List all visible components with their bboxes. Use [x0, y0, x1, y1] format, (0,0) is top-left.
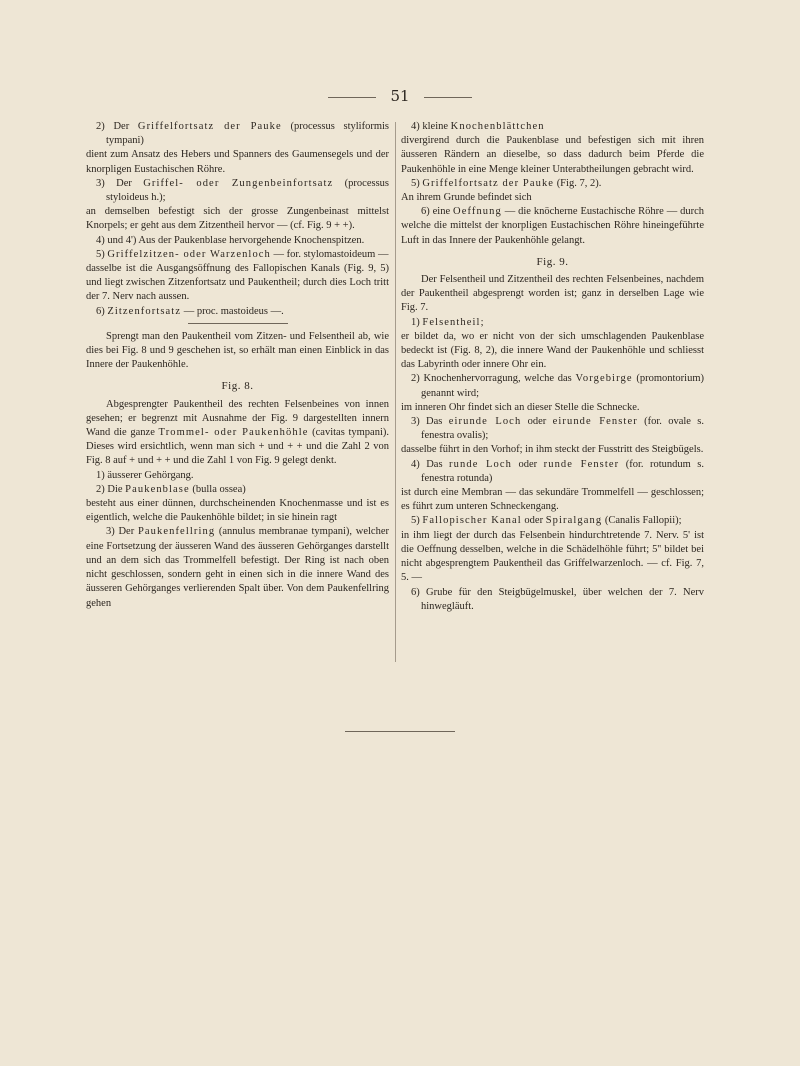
fig-9-heading: Fig. 9. — [536, 255, 569, 268]
fig-8-item-6: 6) eine Oeffnung — die knöcherne Eustachische Röhre — durch welche die mittelst der knorpligen Eustachischen Röhre hineingeführte Luft in das Innere der Paukenhöhle gelangt. — [401, 206, 704, 246]
column-separator — [395, 122, 396, 662]
fig-8-item-1: 1) äusserer Gehörgang. — [96, 469, 194, 481]
fig-8-heading: Fig. 8. — [221, 380, 254, 393]
page-number-header — [0, 86, 800, 106]
header-rule-left — [328, 97, 376, 98]
fig-8-item-5-heading: 5) Griffelfortsatz der Pauke (Fig. 7, 2). — [411, 177, 602, 189]
fig-9-item-1-body: er bildet da, wo er nicht von der sich umschlagenden Paukenblase bedeckt ist (Fig. 8, 2), die innere Wand der Paukenhöhle und schliesst das Labyrinth oder innere Ohr ein. — [401, 330, 704, 371]
item-3-heading: 3) Der Griffel- oder Zungenbeinfortsatz (processus styloideus h.); — [96, 177, 389, 204]
fig-9-item-3-body: dasselbe führt in den Vorhof; in ihm steckt der Fusstritt des Steigbügels. — [401, 444, 704, 456]
fig-8-item-5-body: An ihrem Grunde befindet sich — [401, 192, 532, 204]
fig-9-item-4-body: ist durch eine Membran — das sekundäre Trommelfell — geschlossen; es führt zum unteren Schneckengang. — [401, 487, 704, 513]
fig-8-description: Abgesprengter Paukentheil des rechten Felsenbeines von innen gesehen; er begrenzt mit Ausnahme der Fig. 9 dargestellten innern Wand die ganze Trommel- oder Paukenhöhle (cavitas tympani). Dieses wird ersichtlich, wenn man sich + und + + und die Zahl 2 von Fig. 8 auf + und + + und die Zahl 1 von Fig. 9 gelegt denkt. — [86, 398, 389, 467]
fig-8-item-2-heading: 2) Die Paukenblase (bulla ossea) — [96, 483, 246, 495]
intro-paragraph: Sprengt man den Paukentheil vom Zitzen- und Felsentheil ab, wie dies bei Fig. 8 und 9 geschehen ist, so erhält man einen Einblick in das Innere der Paukenhöhle. — [86, 330, 389, 371]
fig-9-item-6: 6) Grube für den Steigbügelmuskel, über welchen der 7. Nerv hinwegläuft. — [411, 586, 704, 612]
item-3-body: an demselben befestigt sich der grosse Zungenbeinast mittelst Knorpels; er geht aus dem Zitzentheil hervor — (cf. Fig. 9 + +). — [86, 206, 389, 232]
fig-9-description: Der Felsentheil und Zitzentheil des rechten Felsenbeines, nachdem der Paukentheil abgesprengt worden ist; ganz in derselben Lage wie Fig. 7. — [401, 274, 704, 314]
fig-9-item-5-body: in ihm liegt der durch das Felsenbein hindurchtretende 7. Nerv. 5' ist die Oeffnung desselben, welche in die Schädelhöhle führt; 5'' bildet bei nicht abgesprengtem Paukentheil das Griffelwarzenloch. — cf. Fig. 7, 5. — — [401, 529, 704, 584]
item-5-body: dasselbe ist die Ausgangsöffnung des Fallopischen Kanals (Fig. 9, 5) und liegt zwischen Zitzenfortsatz und Paukentheil; durch dies Loch tritt der 7. Nerv nach aussen. — [86, 263, 389, 303]
fig-9-item-4-heading: 4) Das runde Loch oder runde Fenster (for. rotundum s. fenestra rotunda) — [411, 458, 705, 484]
fig-8-item-4-heading: 4) kleine Knochenblättchen — [411, 121, 545, 132]
section-divider — [188, 323, 288, 324]
bottom-rule — [345, 731, 455, 732]
item-5-heading: 5) Griffelzitzen- oder Warzenloch — for. stylomastoideum — — [96, 248, 389, 260]
right-column — [401, 120, 704, 614]
fig-8-item-3: 3) Der Paukenfellring (annulus membranae tympani), welcher eine Fortsetzung der äusseren Wand des äusseren Gehörganges darstellt und an dem sich das Trommelfell befestigt. Der Ring ist nach oben nicht geschlossen, sondern geht in einen sich in die innere Wand des äusseren Gehörganges verlierenden Spalt über. Von dem Paukenfellring gehen — [86, 526, 389, 609]
item-2-body: dient zum Ansatz des Hebers und Spanners des Gaumensegels und der knorpligen Eustachischen Röhre. — [86, 149, 389, 175]
item-2-heading: 2) Der Griffelfortsatz der Pauke (processus styliformis tympani) — [96, 121, 389, 147]
left-column — [86, 120, 389, 611]
fig-8-item-2-body: besteht aus einer dünnen, durchscheinenden Knochenmasse und ist es eigentlich, welche die Paukenhöhle bildet; in sie hinein ragt — [86, 498, 389, 524]
fig-9-item-2-heading: 2) Knochenhervorragung, welche das Vorgebirge (promontorium) genannt wird; — [411, 373, 704, 399]
header-rule-right — [424, 97, 472, 98]
fig-9-item-3-heading: 3) Das eirunde Loch oder eirunde Fenster (for. ovale s. fenestra ovalis); — [411, 416, 704, 442]
item-6-text: 6) Zitzenfortsatz — proc. mastoideus —. — [96, 305, 284, 317]
page-number: 51 — [390, 87, 410, 105]
fig-8-item-4-body: divergirend durch die Paukenblase und befestigen sich mit ihren äusseren Rändern an dieselbe, so dass dadurch beim Pferde die Paukenhöhle in eine Menge kleiner Unterabtheilungen gebracht wird. — [401, 135, 704, 175]
item-4-text: 4) und 4') Aus der Paukenblase hervorgehende Knochenspitzen. — [96, 234, 365, 246]
fig-9-item-2-body: im inneren Ohr findet sich an dieser Stelle die Schnecke. — [401, 401, 640, 413]
fig-9-item-1-heading: 1) Felsentheil; — [411, 316, 484, 328]
fig-9-item-5-heading: 5) Fallopischer Kanal oder Spiralgang (Canalis Fallopii); — [411, 515, 682, 527]
